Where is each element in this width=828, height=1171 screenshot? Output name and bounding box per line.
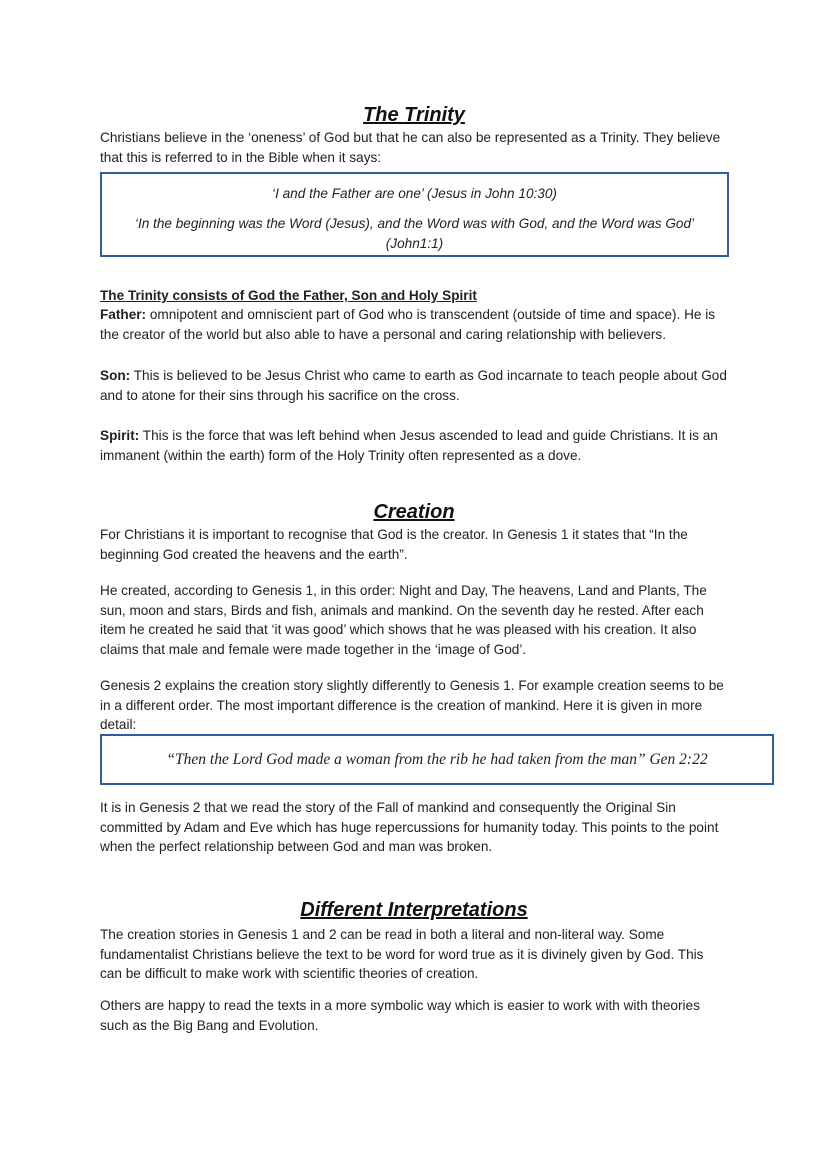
interpretations-paragraph-1: The creation stories in Genesis 1 and 2 can be read in both a literal and non-literal way. Some fundamentalist Christians believe the text to be word for word true as it is divinely given by God. This can be difficult to make work with scientific theories of creation. — [100, 927, 704, 981]
father-label: Father: — [100, 307, 147, 322]
interpretations-heading: Different Interpretations — [300, 899, 528, 921]
trinity-heading: The Trinity — [363, 104, 465, 126]
creation-paragraph-4: It is in Genesis 2 that we read the story of the Fall of mankind and consequently the Original Sin committed by Adam and Eve which has huge repercussions for humanity today. This points to the point when the perfect relationship between God and man was broken. — [100, 800, 719, 854]
quote-john-1-1: ‘In the beginning was the Word (Jesus), and the Word was with God, and the Word was God’ (John1:1) — [134, 216, 695, 251]
bible-quote-box — [100, 172, 729, 257]
genesis-quote-box — [100, 734, 774, 785]
son-label: Son: — [100, 368, 131, 383]
son-paragraph — [100, 366, 728, 405]
trinity-intro: Christians believe in the ‘oneness’ of God but that he can also be represented as a Trinity. They believe that this is referred to in the Bible when it says: — [100, 130, 721, 165]
spirit-text: This is the force that was left behind when Jesus ascended to lead and guide Christians. It is an immanent (within the earth) form of the Holy Trinity often represented as a dove. — [100, 428, 718, 463]
creation-paragraph-1: For Christians it is important to recognise that God is the creator. In Genesis 1 it states that “In the beginning God created the heavens and the earth”. — [100, 527, 688, 562]
quote-john-10-30: ‘I and the Father are one’ (Jesus in John 10:30) — [272, 186, 557, 201]
father-text: omnipotent and omniscient part of God who is transcendent (outside of time and space). He is the creator of the world but also able to have a personal and caring relationship with believers. — [100, 307, 716, 342]
spirit-label: Spirit: — [100, 428, 140, 443]
creation-heading: Creation — [373, 501, 455, 523]
creation-paragraph-2: He created, according to Genesis 1, in this order: Night and Day, The heavens, Land and Plants, The sun, moon and stars, Birds and fish, animals and mankind. On the seventh day he rested. After each item he created he said that ‘it was good’ which shows that he was pleased with his creation. It also claims that male and female were made together in the ‘image of God’. — [100, 583, 707, 657]
quote-gen-2-22: “Then the Lord God made a woman from the rib he had taken from the man” Gen 2:22 — [166, 750, 708, 768]
creation-paragraph-3: Genesis 2 explains the creation story slightly differently to Genesis 1. For example creation seems to be in a different order. The most important difference is the creation of mankind. Here it is given in more detail: — [100, 678, 724, 732]
father-paragraph — [100, 305, 728, 344]
son-text: This is believed to be Jesus Christ who came to earth as God incarnate to teach people about God and to atone for their sins through his sacrifice on the cross. — [100, 368, 727, 403]
spirit-paragraph — [100, 426, 728, 465]
trinity-subheading: The Trinity consists of God the Father, Son and Holy Spirit — [100, 288, 477, 303]
interpretations-paragraph-2: Others are happy to read the texts in a more symbolic way which is easier to work with with theories such as the Big Bang and Evolution. — [100, 998, 700, 1033]
